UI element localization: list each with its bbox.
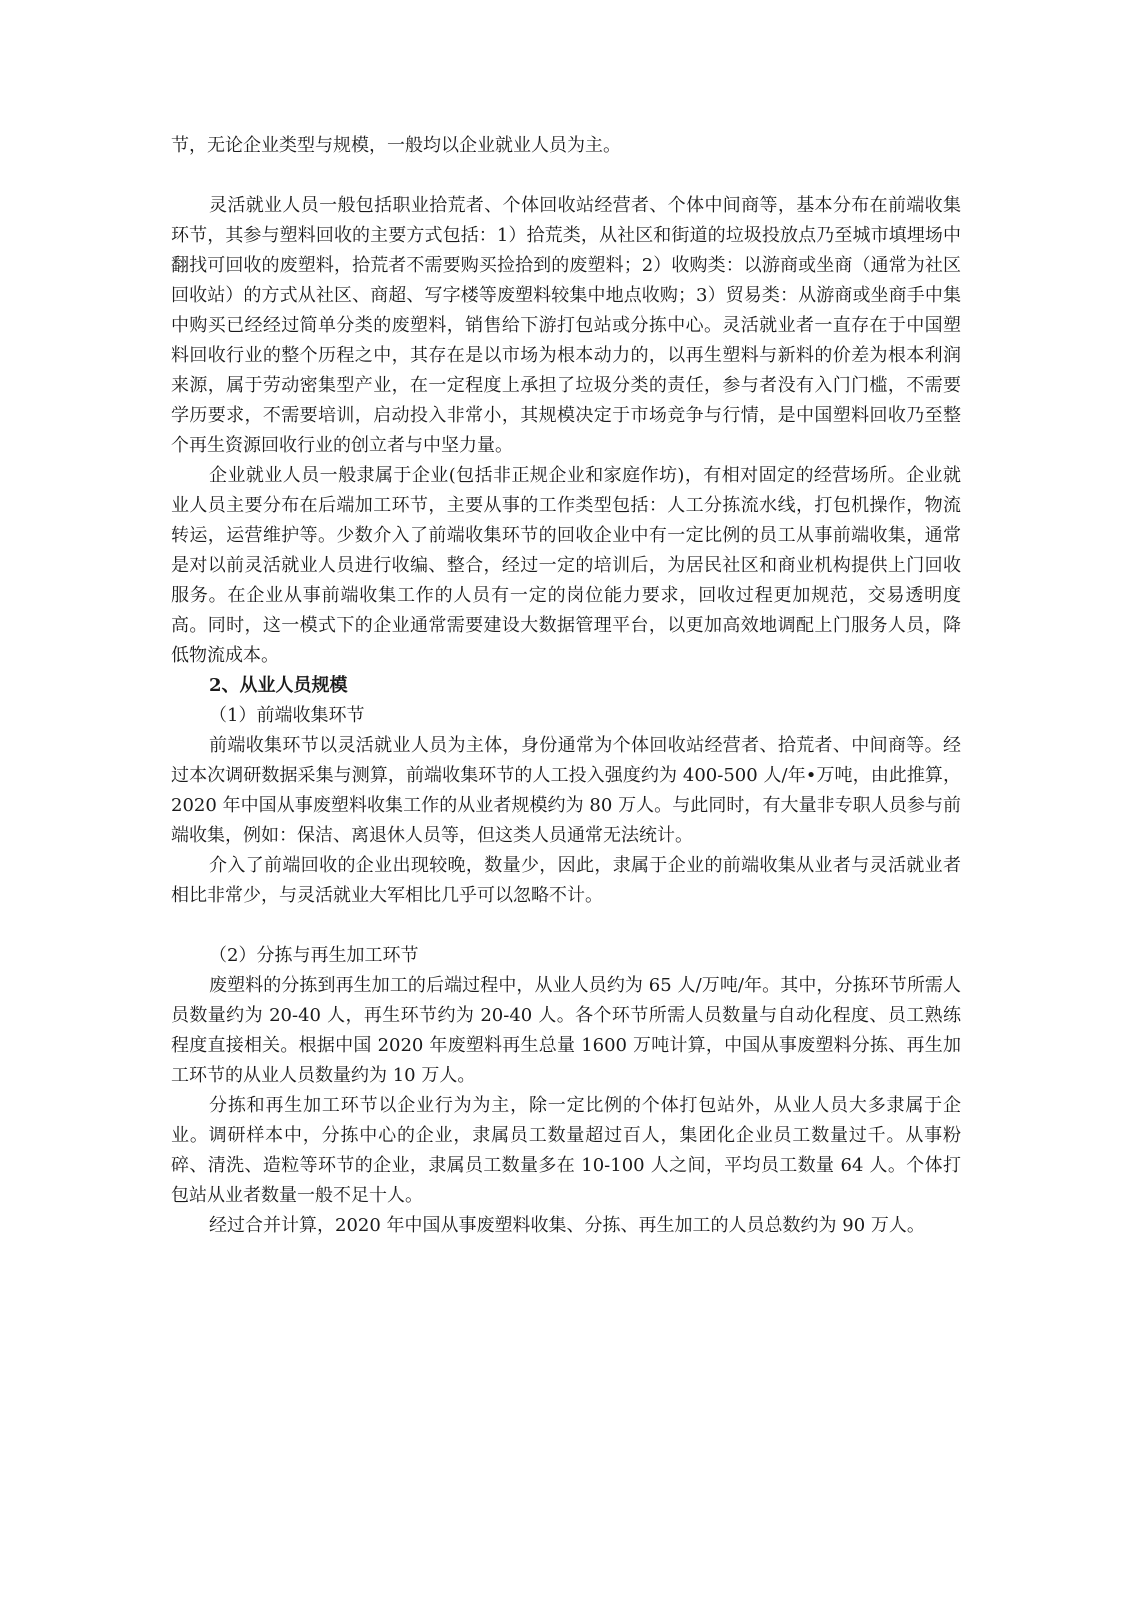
paragraph-continuation: 节，无论企业类型与规模，一般均以企业就业人员为主。 xyxy=(171,135,621,156)
subsection-heading-front-end: （1）前端收集环节 xyxy=(209,705,365,726)
paragraph-sorting-enterprise: 分拣和再生加工环节以企业行为为主，除一定比例的个体打包站外，从业人员大多隶属于企业。调研样本中，分拣中心的企业，隶属员工数量超过百人，集团化企业员工数量过千。从事粉碎、清洗、造粒等环节的企业，隶属员工数量多在 10-100 人之间，平均员工数量 64 人。个体打包站从业者数量一般不足十人。 xyxy=(171,1095,961,1206)
paragraph-flexible-employment: 灵活就业人员一般包括职业拾荒者、个体回收站经营者、个体中间商等，基本分布在前端收集环节，其参与塑料回收的主要方式包括：1）拾荒类，从社区和街道的垃圾投放点乃至城市填埋场中翻找可回收的废塑料，拾荒者不需要购买捡拾到的废塑料；2）收购类：以游商或坐商（通常为社区回收站）的方式从社区、商超、写字楼等废塑料较集中地点收购；3）贸易类：从游商或坐商手中集中购买已经经过简单分类的废塑料，销售给下游打包站或分拣中心。灵活就业者一直存在于中国塑料回收行业的整个历程之中，其存在是以市场为根本动力的，以再生塑料与新料的价差为根本利润来源，属于劳动密集型产业，在一定程度上承担了垃圾分类的责任，参与者没有入门门槛，不需要学历要求，不需要培训，启动投入非常小，其规模决定于市场竞争与行情，是中国塑料回收乃至整个再生资源回收行业的创立者与中坚力量。 xyxy=(171,195,961,456)
section-heading-employment-scale: 2、从业人员规模 xyxy=(209,675,348,696)
paragraph-front-end-scale: 前端收集环节以灵活就业人员为主体，身份通常为个体回收站经营者、拾荒者、中间商等。经过本次调研数据采集与测算，前端收集环节的人工投入强度约为 400-500 人/年•万吨，由此推算，2020 年中国从事废塑料收集工作的从业者规模约为 80 万人。与此同时，有大量非专职人员参与前端收集，例如：保洁、离退休人员等，但这类人员通常无法统计。 xyxy=(171,735,961,846)
document-body xyxy=(171,131,961,1241)
paragraph-sorting-scale: 废塑料的分拣到再生加工的后端过程中，从业人员约为 65 人/万吨/年。其中，分拣环节所需人员数量约为 20-40 人，再生环节约为 20-40 人。各个环节所需人员数量与自动化程度、员工熟练程度直接相关。根据中国 2020 年废塑料再生总量 1600 万吨计算，中国从事废塑料分拣、再生加工环节的从业人员数量约为 10 万人。 xyxy=(171,975,961,1086)
paragraph-total: 经过合并计算，2020 年中国从事废塑料收集、分拣、再生加工的人员总数约为 90 万人。 xyxy=(209,1215,925,1236)
paragraph-enterprise-employment: 企业就业人员一般隶属于企业(包括非正规企业和家庭作坊)，有相对固定的经营场所。企业就业人员主要分布在后端加工环节，主要从事的工作类型包括：人工分拣流水线，打包机操作，物流转运，运营维护等。少数介入了前端收集环节的回收企业中有一定比例的员工从事前端收集，通常是对以前灵活就业人员进行收编、整合，经过一定的培训后，为居民社区和商业机构提供上门回收服务。在企业从事前端收集工作的人员有一定的岗位能力要求，回收过程更加规范，交易透明度高。同时，这一模式下的企业通常需要建设大数据管理平台，以更加高效地调配上门服务人员，降低物流成本。 xyxy=(171,465,961,666)
subsection-heading-sorting-recycling: （2）分拣与再生加工环节 xyxy=(209,945,419,966)
paragraph-front-end-enterprise: 介入了前端回收的企业出现较晚，数量少，因此，隶属于企业的前端收集从业者与灵活就业者相比非常少，与灵活就业大军相比几乎可以忽略不计。 xyxy=(171,855,961,906)
